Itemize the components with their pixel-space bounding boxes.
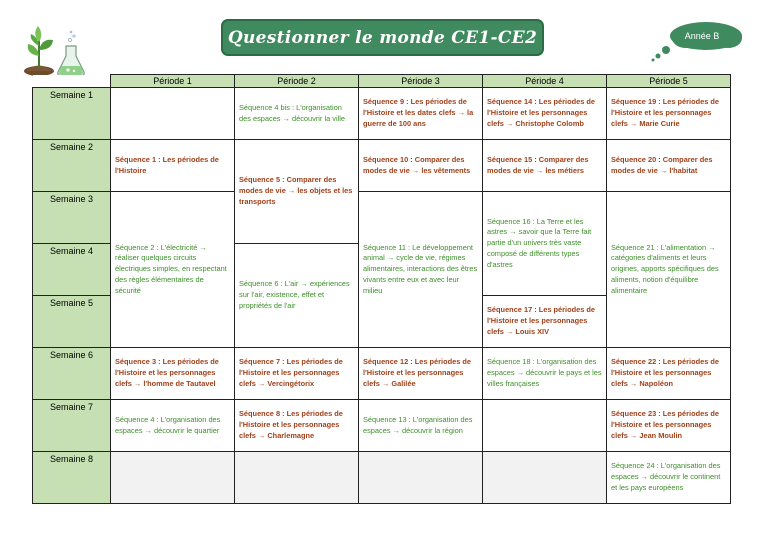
row-header-semaine-6: Semaine 6 xyxy=(33,348,111,400)
cell-p2-s2-s3: Séquence 5 : Comparer des modes de vie → les objets et les transports xyxy=(235,140,359,244)
row-header-semaine-4: Semaine 4 xyxy=(33,244,111,296)
column-header-periode-4: Période 4 xyxy=(483,75,607,88)
cell-p1-s1 xyxy=(111,88,235,140)
row-header-semaine-1: Semaine 1 xyxy=(33,88,111,140)
row-header-semaine-8: Semaine 8 xyxy=(33,452,111,504)
cell-p5-s1: Séquence 19 : Les périodes de l'Histoire et les personnages clefs → Marie Curie xyxy=(607,88,731,140)
cell-p4-s2: Séquence 15 : Comparer des modes de vie → les métiers xyxy=(483,140,607,192)
cell-p3-s2: Séquence 10 : Comparer des modes de vie → les vêtements xyxy=(359,140,483,192)
cell-p2-s7: Séquence 8 : Les périodes de l'Histoire et les personnages clefs → Charlemagne xyxy=(235,400,359,452)
cell-p5-s6: Séquence 22 : Les périodes de l'Histoire et les personnages clefs → Napoléon xyxy=(607,348,731,400)
cell-p3-s8 xyxy=(359,452,483,504)
cell-p5-s2: Séquence 20 : Comparer des modes de vie → l'habitat xyxy=(607,140,731,192)
cell-p5-s3-s5: Séquence 21 : L'alimentation → catégories d'aliments et leurs origines, apports spécifiques des aliments, notion d'équilibre alimentaire xyxy=(607,192,731,348)
cell-p3-s3-s5: Séquence 11 : Le développement animal → cycle de vie, régimes alimentaires, interactions des êtres vivants entre eux et avec leur milieu xyxy=(359,192,483,348)
cell-p4-s5: Séquence 17 : Les périodes de l'Histoire et les personnages clefs → Louis XIV xyxy=(483,296,607,348)
cell-p4-s7 xyxy=(483,400,607,452)
year-badge: Année B xyxy=(684,31,720,41)
cell-p4-s1: Séquence 14 : Les périodes de l'Histoire et les personnages clefs → Christophe Colomb xyxy=(483,88,607,140)
cell-p4-s6: Séquence 18 : L'organisation des espaces → découvrir le pays et les villes françaises xyxy=(483,348,607,400)
column-header-periode-3: Période 3 xyxy=(359,75,483,88)
row-header-semaine-7: Semaine 7 xyxy=(33,400,111,452)
cell-p2-s8 xyxy=(235,452,359,504)
cell-p5-s7: Séquence 23 : Les périodes de l'Histoire et les personnages clefs → Jean Moulin xyxy=(607,400,731,452)
cell-p2-s6: Séquence 7 : Les périodes de l'Histoire et les personnages clefs → Vercingétorix xyxy=(235,348,359,400)
cell-p4-s8 xyxy=(483,452,607,504)
cell-p3-s6: Séquence 12 : Les périodes de l'Histoire et les personnages clefs → Galilée xyxy=(359,348,483,400)
row-header-semaine-5: Semaine 5 xyxy=(33,296,111,348)
planning-table xyxy=(32,74,731,504)
cell-p5-s8: Séquence 24 : L'organisation des espaces → découvrir le continent et les pays européens xyxy=(607,452,731,504)
plant-flask-logo xyxy=(22,16,90,78)
thought-cloud-icon xyxy=(646,20,746,62)
page-title-box xyxy=(221,19,544,56)
cell-p3-s7: Séquence 13 : L'organisation des espaces → découvrir la région xyxy=(359,400,483,452)
column-header-periode-2: Période 2 xyxy=(235,75,359,88)
cell-p4-s3-s4: Séquence 16 : La Terre et les astres → savoir que la Terre fait partie d'un univers très vaste composé de différents types d'astres xyxy=(483,192,607,296)
cell-p3-s1: Séquence 9 : Les périodes de l'Histoire et les dates clefs → la guerre de 100 ans xyxy=(359,88,483,140)
cell-p1-s8 xyxy=(111,452,235,504)
cell-p1-s7: Séquence 4 : L'organisation des espaces → découvrir le quartier xyxy=(111,400,235,452)
row-header-semaine-3: Semaine 3 xyxy=(33,192,111,244)
cell-p1-s2: Séquence 1 : Les périodes de l'Histoire xyxy=(111,140,235,192)
column-header-periode-5: Période 5 xyxy=(607,75,731,88)
cell-p1-s3-s5: Séquence 2 : L'électricité → réaliser quelques circuits électriques simples, en respectant des règles élémentaires de sécurité xyxy=(111,192,235,348)
page-title: Questionner le monde CE1-CE2 xyxy=(227,27,538,48)
cell-p1-s6: Séquence 3 : Les périodes de l'Histoire et les personnages clefs → l'homme de Tautavel xyxy=(111,348,235,400)
table-corner xyxy=(33,75,111,88)
column-header-periode-1: Période 1 xyxy=(111,75,235,88)
cell-p2-s4-s5: Séquence 6 : L'air → expériences sur l'air, existence, effet et propriétés de l'air xyxy=(235,244,359,348)
cell-p2-s1: Séquence 4 bis : L'organisation des espaces → découvrir la ville xyxy=(235,88,359,140)
row-header-semaine-2: Semaine 2 xyxy=(33,140,111,192)
